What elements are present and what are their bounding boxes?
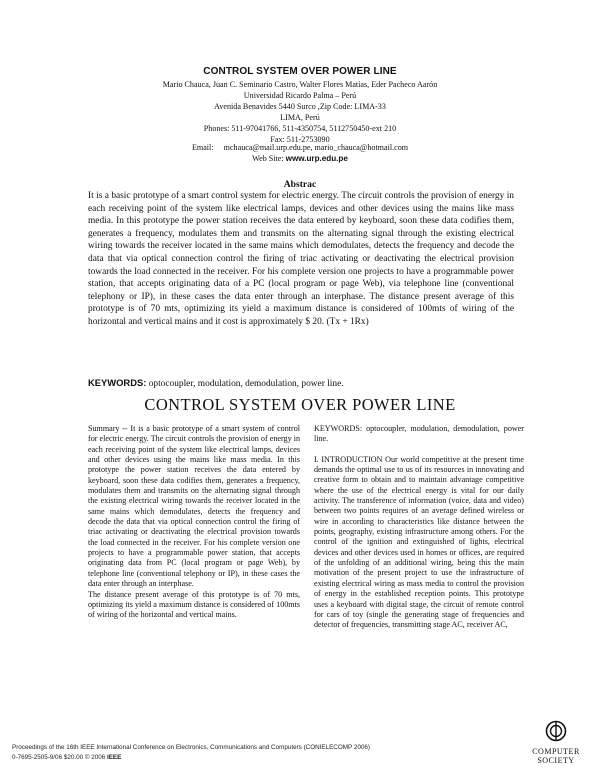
web-line	[0, 153, 600, 165]
city: LIMA, Perú	[280, 113, 320, 122]
logo-line-1: COMPUTER	[532, 747, 580, 756]
body-title: CONTROL SYSTEM OVER POWER LINE	[144, 395, 456, 414]
footer-isbn-text: 0-7695-2505-9/06 $20.00 © 2006	[12, 754, 106, 761]
footer-proceedings: Proceedings of the 16th IEEE International Conference on Electronics, Communications and Computers (CONIELECOMP 2006)	[12, 744, 370, 751]
email-value: mchauca@mail.urp.edu.pe, mario_chauca@hotmail.com	[223, 143, 409, 152]
web-label: Web Site:	[252, 154, 284, 163]
fax: Fax: 511-2753090	[270, 135, 330, 144]
right-column	[314, 424, 524, 631]
email-line	[0, 143, 600, 152]
logo-line-2: SOCIETY	[537, 756, 575, 765]
university: Universidad Ricardo Palma – Perú	[243, 91, 357, 100]
summary-paragraph: Summary -- It is a basic prototype of a smart system of control for electric energy. The circuit controls the provision of energy in each receiving point of the system like electrical lamps, devices and other devices using the mains like mass media. In this prototype the power station receives the data entered by keyboard, soon these data codifies them, generates a frequency, modulates them and transmits on the alternating signal through the existing electrical wiring towards the receiver located in the same mains which demodulates, detects the frequency and decode the data that via optical connection control the firing of triac activating or deactivating the electrical provision towards the load connected in the receiver. For his complete version one projects to have a programmable power station, that accepts originating data from PC (local program or page Web), by telephone line (conventional telephony or IP), in these cases the data enter through an interphase.	[88, 424, 300, 589]
abstract-heading: Abstrac	[283, 179, 317, 190]
keywords-line	[88, 377, 344, 389]
keywords-text: optocoupler, modulation, demodulation, power line.	[148, 379, 344, 389]
introduction-paragraph: I. INTRODUCTION Our world competitive at the present time demands the optimal use to us of its resources in innovating and creative form to obtain and to maintain advantage competitive where the use of the electrical energy is vital for our daily activity. The transference of information (voice, data and video) between two points requires of an average defined wireless or wire in according to characteristics like distance between the points, geography, existing infrastructure among others. For the control of the ignition and extinguished of lights, electrical devices and other devices used in homes or offices, are required of the unfolding of an additional wiring, being this the main motivation of the present project to use the infrastructure of existing electrical wiring as mass media to control the provision of energy in the established reception points. This prototype uses a keyboard with digital stage, the circuit of remote control for cars of toy (single the generating stage of frequencies and detector of frequencies, transmitting stage AC, receiver AC,	[314, 454, 524, 630]
address: Avenida Benavides 5440 Surco ,Zip Code: LIMA-33	[214, 102, 386, 111]
paper-title: CONTROL SYSTEM OVER POWER LINE	[203, 66, 397, 77]
authors: Mario Chauca, Juan C. Seminario Castro, Walter Flores Matías, Eder Pacheco Aarón	[162, 80, 438, 89]
distance-paragraph: The distance present average of this prototype is of 70 mts, optimizing its yield a maximum distance is considered of 100mts of wiring of the horizontal and vertical mains.	[88, 589, 300, 620]
keywords-label: KEYWORDS:	[88, 377, 147, 388]
email-label: Email:	[191, 143, 214, 152]
column-keywords: KEYWORDS: optocoupler, modulation, demodulation, power line.	[314, 424, 524, 444]
footer-isbn	[12, 754, 121, 761]
web-value: www.urp.edu.pe	[285, 154, 348, 163]
computer-society-logo	[526, 720, 586, 765]
footer-ieee: IEEE	[106, 754, 122, 761]
computer-society-emblem-icon	[545, 720, 567, 742]
phones: Phones: 511-97041766, 511-4350754, 5112750450-ext 210	[203, 124, 397, 133]
left-column	[88, 424, 300, 621]
abstract-text: It is a basic prototype of a smart control system for electric energy. The circuit controls the provision of energy in each receiving point of the system like electrical lamps, devices and other devices using the mains like mass media. In this prototype the power station receives the data entered by keyboard, soon these data codifies them, generates a frequency, modulates them and transmits on the alternating signal through the existing electrical wiring towards the receiver located in the same mains which demodulates, detects the frequency and decode the data that via optical connection control the firing of triac activating or deactivating the electrical provision towards the load connected in the receiver. For his complete version one projects to have a programmable power station, that accepts originating data of a PC (local program or page Web), via telephone line (conventional telephony or IP), in these cases the data enter through an interphase. The distance present average of this prototype is of 70 mts, optimizing its yield a maximum distance is considered of 100mts of wiring of the horizontal and vertical mains and it cost is approximately $ 20. (Tx + 1Rx)	[88, 191, 514, 327]
